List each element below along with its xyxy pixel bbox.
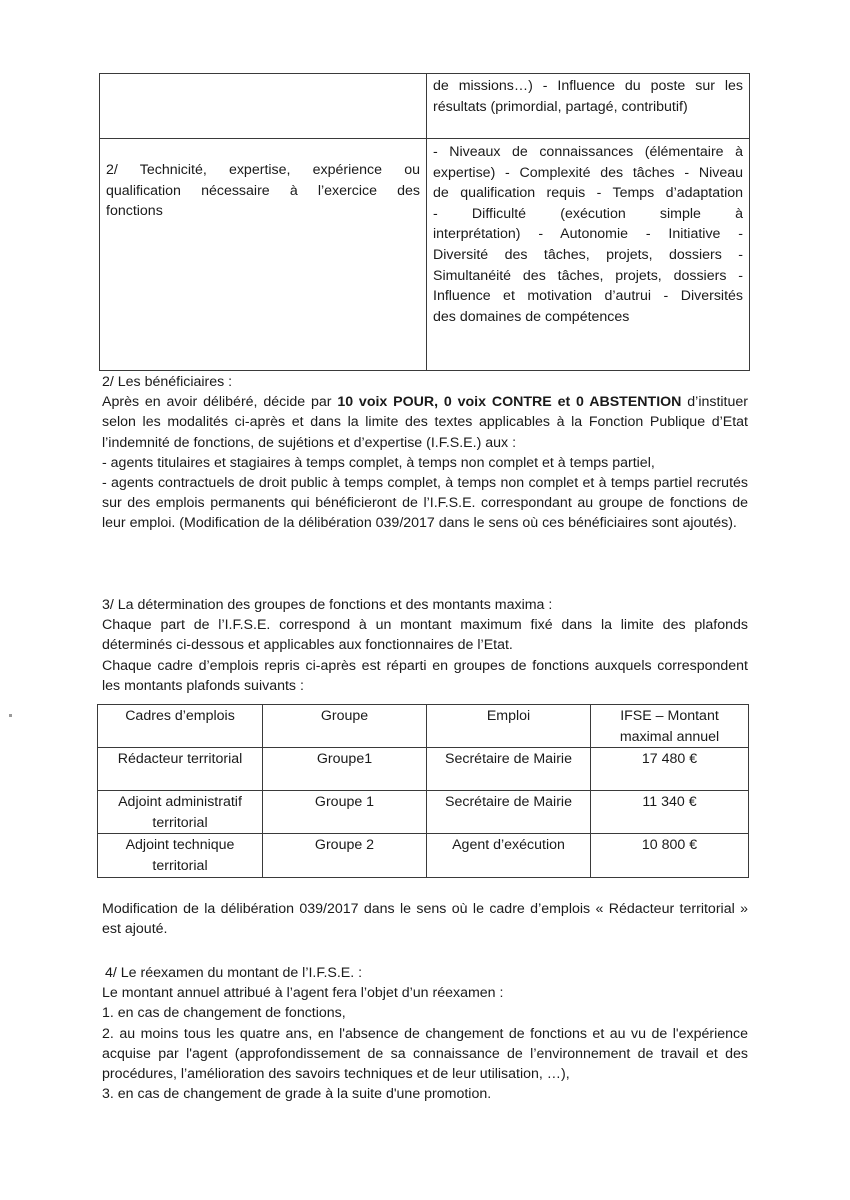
- section-reexamen: [102, 963, 748, 1104]
- list-item: 2. au moins tous les quatre ans, en l'absence de changement de fonctions et au vu de l'expérience acquise par l'agent (approfondissement de sa connaissance de l’environnement de travail et des procédures, l’amélioration des savoirs techniques et de leur utilisation, …),: [102, 1025, 748, 1083]
- column-header: Emploi: [427, 705, 591, 748]
- vote-prefix: Après en avoir délibéré, décide par: [102, 394, 338, 411]
- section-heading: 3/ La détermination des groupes de fonctions et des montants maxima :: [102, 597, 553, 613]
- section-beneficiaires: [102, 372, 748, 534]
- criterion-cell: [100, 74, 427, 139]
- text-line: des domaines de compétences: [433, 308, 630, 325]
- text-line: de missions…) - Influence du poste sur les: [433, 78, 743, 94]
- cell-groupe: Groupe 1: [263, 791, 427, 834]
- cell-emploi: Secrétaire de Mairie: [427, 748, 591, 791]
- bullet-item: - agents contractuels de droit public à temps complet, à temps non complet et à temps partiel recrutés sur des emplois permanents qui bénéficieront de l’I.F.S.E. correspondant au groupe de fonctions de leur emploi. (Modification de la délibération 039/2017 dans le sens où ces bénéficiaires sont ajoutés).: [102, 475, 748, 532]
- cell-cadre: Adjoint administratif territorial: [98, 791, 263, 834]
- modification-note: [102, 899, 748, 939]
- section-heading: 2/ Les bénéficiaires :: [102, 374, 233, 390]
- criteria-table: [99, 73, 750, 371]
- text-line: résultats (primordial, partagé, contributif): [433, 98, 688, 115]
- text-line: - Difficulté (exécution simple à: [433, 205, 743, 222]
- column-header: Cadres d’emplois: [98, 705, 263, 748]
- paragraph: Modification de la délibération 039/2017 dans le sens où le cadre d’emplois « Rédacteur territorial » est ajouté.: [102, 901, 748, 938]
- text-line: 2/ Technicité, expertise, expérience ou: [106, 162, 420, 178]
- indicators-cell: [427, 139, 750, 371]
- cell-montant: 10 800 €: [591, 834, 749, 877]
- amounts-table: [97, 704, 749, 878]
- list-item: 3. en cas de changement de grade à la suite d'une promotion.: [102, 1086, 492, 1103]
- section-heading: 4/ Le réexamen du montant de l’I.F.S.E. :: [105, 965, 363, 981]
- table-row: [98, 791, 749, 834]
- cell-emploi: Agent d’exécution: [427, 834, 591, 877]
- indicators-cell: [427, 74, 750, 139]
- text-line: qualification nécessaire à l’exercice des: [106, 182, 420, 199]
- text-line: Influence et motivation d’autrui - Diversités: [433, 288, 743, 305]
- column-header: IFSE – Montant maximal annuel: [591, 705, 749, 748]
- table-row: [98, 748, 749, 791]
- list-item: 1. en cas de changement de fonctions,: [102, 1005, 346, 1022]
- paragraph: Le montant annuel attribué à l’agent fera l’objet d’un réexamen :: [102, 985, 504, 1002]
- cell-groupe: Groupe 2: [263, 834, 427, 877]
- section-groupes: [102, 595, 748, 696]
- table-row: [100, 74, 750, 139]
- scan-speck: [9, 714, 12, 717]
- text-line: expertise) - Complexité des tâches - Niveau: [433, 164, 743, 181]
- cell-montant: 17 480 €: [591, 748, 749, 791]
- text-line: de qualification requis - Temps d’adaptation: [433, 185, 743, 202]
- text-line: - Niveaux de connaissances (élémentaire à: [433, 144, 743, 160]
- cell-cadre: Rédacteur territorial: [98, 748, 263, 791]
- text-line: interprétation) - Autonomie - Initiative -: [433, 226, 743, 243]
- criterion-cell: [100, 139, 427, 371]
- vote-result: 10 voix POUR, 0 voix CONTRE et 0 ABSTENTION: [337, 394, 682, 411]
- cell-cadre: Adjoint technique territorial: [98, 834, 263, 877]
- cell-groupe: Groupe1: [263, 748, 427, 791]
- text-line: fonctions: [106, 203, 163, 220]
- table-header-row: [98, 705, 749, 748]
- vote-body: d’instituer selon les modalités ci-après et dans la limite des textes applicables à la Fonction Publique d’Etat l’indemnité de fonctions, de sujétions et d’expertise (I.F.S.E.) aux :: [102, 394, 749, 451]
- cell-montant: 11 340 €: [591, 791, 749, 834]
- column-header: Groupe: [263, 705, 427, 748]
- cell-emploi: Secrétaire de Mairie: [427, 791, 591, 834]
- text-line: Simultanéité des tâches, projets, dossiers -: [433, 267, 743, 284]
- text-line: Diversité des tâches, projets, dossiers -: [433, 246, 743, 263]
- table-row: [98, 834, 749, 877]
- vote-paragraph: [102, 392, 748, 453]
- paragraph: Chaque part de l’I.F.S.E. correspond à un montant maximum fixé dans la limite des plafonds déterminés ci-dessous et applicables aux fonctionnaires de l’Etat.: [102, 617, 748, 654]
- paragraph: Chaque cadre d’emplois repris ci-après est réparti en groupes de fonctions auxquels correspondent les montants plafonds suivants :: [102, 657, 748, 694]
- table-row: [100, 139, 750, 371]
- bullet-item: - agents titulaires et stagiaires à temps complet, à temps non complet et à temps partiel,: [102, 454, 655, 471]
